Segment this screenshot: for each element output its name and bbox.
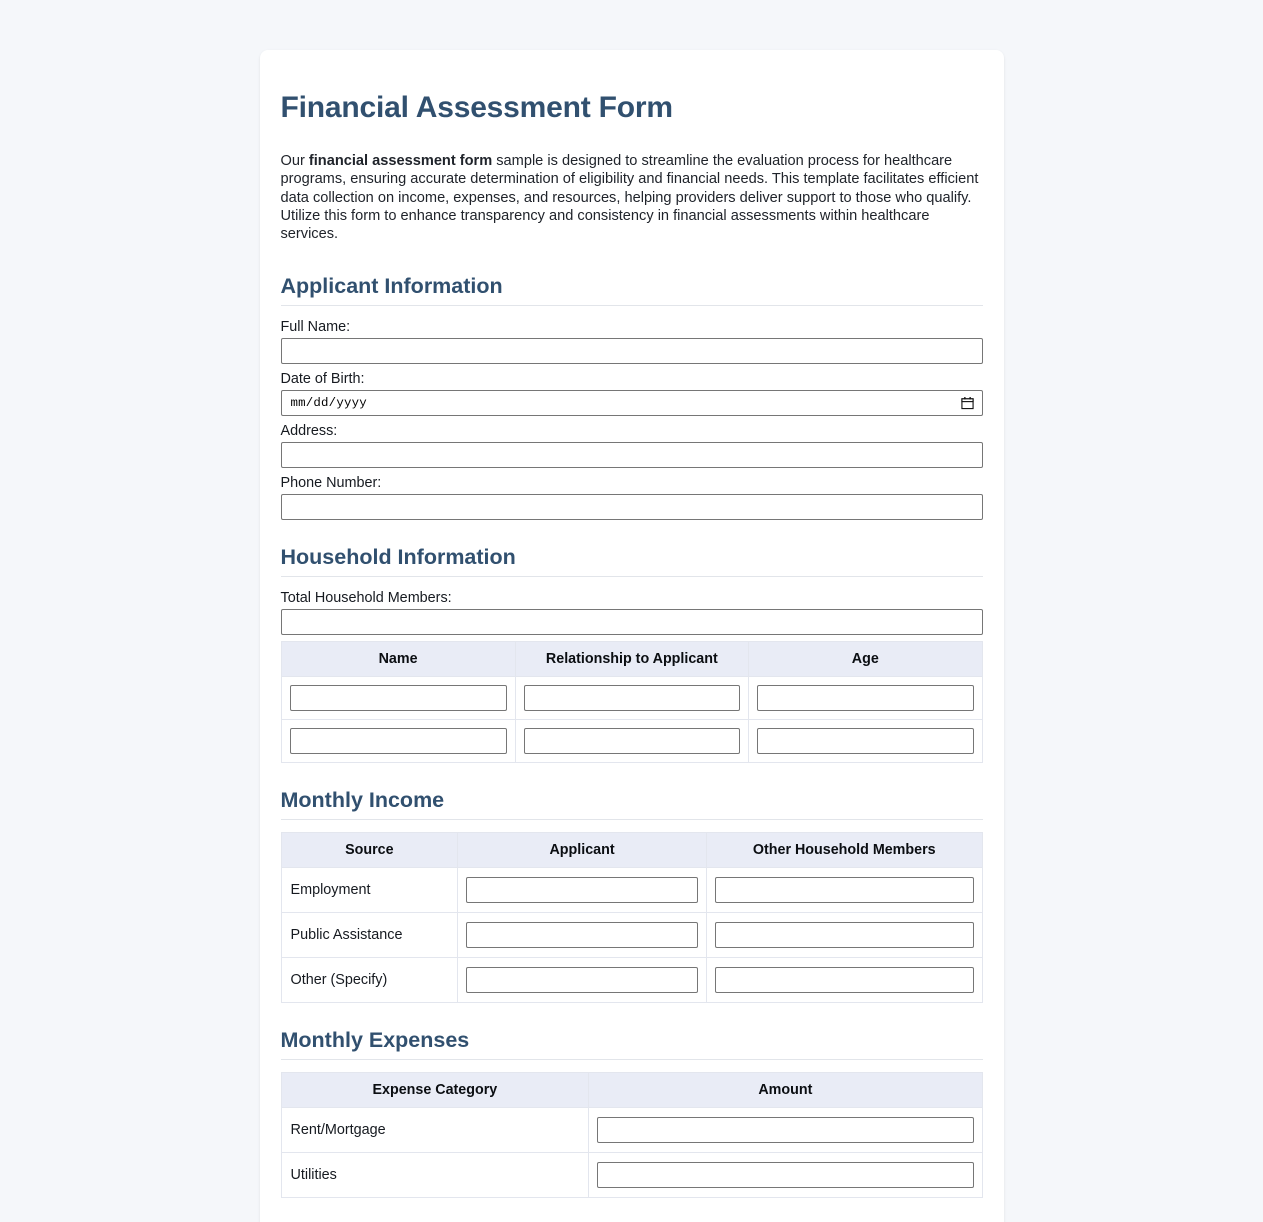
section-heading-monthly-income: Monthly Income — [280, 788, 445, 813]
household-age-input-1[interactable] — [757, 685, 973, 711]
table-header-row — [281, 1072, 982, 1107]
form-card — [260, 50, 1004, 1222]
household-name-input-2[interactable] — [290, 728, 507, 754]
section-divider — [281, 576, 983, 577]
income-other-other-input[interactable] — [715, 967, 974, 993]
full-name-input[interactable] — [281, 338, 983, 364]
cell-income-applicant — [458, 958, 707, 1003]
monthly-income-table — [281, 832, 983, 1003]
cell-income-other — [706, 868, 982, 913]
page-title: Financial Assessment Form — [280, 91, 673, 124]
section-heading-monthly-expenses: Monthly Expenses — [280, 1028, 470, 1053]
expense-category-rent-mortgage: Rent/Mortgage — [281, 1107, 589, 1152]
income-source-employment: Employment — [281, 868, 458, 913]
section-monthly-income — [281, 787, 983, 1003]
column-header-age: Age — [749, 642, 982, 677]
column-header-applicant: Applicant — [458, 833, 707, 868]
column-header-relationship: Relationship to Applicant — [515, 642, 748, 677]
label-total-household-members: Total Household Members: — [280, 590, 452, 607]
section-divider — [281, 1059, 983, 1060]
cell-member-relationship — [515, 677, 748, 720]
household-relationship-input-2[interactable] — [524, 728, 740, 754]
intro-paragraph — [281, 152, 983, 243]
cell-income-applicant — [458, 868, 707, 913]
section-divider — [281, 305, 983, 306]
date-of-birth-input[interactable] — [281, 390, 983, 416]
column-header-expense-category: Expense Category — [281, 1072, 589, 1107]
table-row — [281, 720, 982, 763]
label-address: Address: — [280, 423, 338, 440]
section-heading-applicant-information: Applicant Information — [280, 274, 503, 299]
intro-bold-term: financial assessment form — [308, 153, 493, 169]
cell-member-name — [281, 677, 515, 720]
table-row — [281, 958, 982, 1003]
section-monthly-expenses — [281, 1027, 983, 1198]
household-relationship-input-1[interactable] — [524, 685, 740, 711]
section-household-information — [281, 544, 983, 763]
section-heading-household-information: Household Information — [280, 545, 516, 570]
expense-rent-mortgage-amount-input[interactable] — [597, 1117, 973, 1143]
income-source-other: Other (Specify) — [281, 958, 458, 1003]
income-employment-other-input[interactable] — [715, 877, 974, 903]
label-full-name: Full Name: — [280, 319, 351, 336]
income-public-assistance-applicant-input[interactable] — [466, 922, 698, 948]
label-date-of-birth: Date of Birth: — [280, 371, 365, 388]
column-header-name: Name — [281, 642, 515, 677]
expense-category-utilities: Utilities — [281, 1152, 589, 1197]
total-household-members-input[interactable] — [281, 609, 983, 635]
household-age-input-2[interactable] — [757, 728, 973, 754]
expense-utilities-amount-input[interactable] — [597, 1162, 973, 1188]
table-row — [281, 1152, 982, 1197]
address-input[interactable] — [281, 442, 983, 468]
table-row — [281, 1107, 982, 1152]
date-format-hint: mm/dd/yyyy — [290, 396, 367, 411]
column-header-amount: Amount — [589, 1072, 982, 1107]
column-header-source: Source — [281, 833, 458, 868]
cell-member-relationship — [515, 720, 748, 763]
cell-expense-amount — [589, 1152, 982, 1197]
table-row — [281, 868, 982, 913]
date-of-birth-field-wrap — [281, 390, 983, 416]
cell-member-name — [281, 720, 515, 763]
calendar-icon[interactable] — [961, 397, 974, 410]
cell-income-other — [706, 913, 982, 958]
cell-income-other — [706, 958, 982, 1003]
income-employment-applicant-input[interactable] — [466, 877, 698, 903]
table-row — [281, 913, 982, 958]
income-source-public-assistance: Public Assistance — [281, 913, 458, 958]
income-public-assistance-other-input[interactable] — [715, 922, 974, 948]
cell-member-age — [749, 677, 982, 720]
table-header-row — [281, 642, 982, 677]
section-applicant-information — [281, 273, 983, 520]
phone-number-input[interactable] — [281, 494, 983, 520]
intro-lead: Our — [280, 153, 309, 169]
income-other-applicant-input[interactable] — [466, 967, 698, 993]
household-members-table — [281, 641, 983, 763]
section-divider — [281, 819, 983, 820]
table-header-row — [281, 833, 982, 868]
intro-rest: sample is designed to streamline the evaluation process for healthcare programs, ensuring accurate determination of eligibility and financial needs. This template facilitates efficient data collection on income, expenses, and resources, helping providers deliver support to those who qualify. Utilize this form to enhance transparency and consistency in financial assessments within healthcare services. — [280, 153, 979, 243]
monthly-expenses-table — [281, 1072, 983, 1198]
column-header-other-household-members: Other Household Members — [706, 833, 982, 868]
household-name-input-1[interactable] — [290, 685, 507, 711]
cell-member-age — [749, 720, 982, 763]
cell-expense-amount — [589, 1107, 982, 1152]
cell-income-applicant — [458, 913, 707, 958]
table-row — [281, 677, 982, 720]
label-phone-number: Phone Number: — [280, 475, 382, 492]
